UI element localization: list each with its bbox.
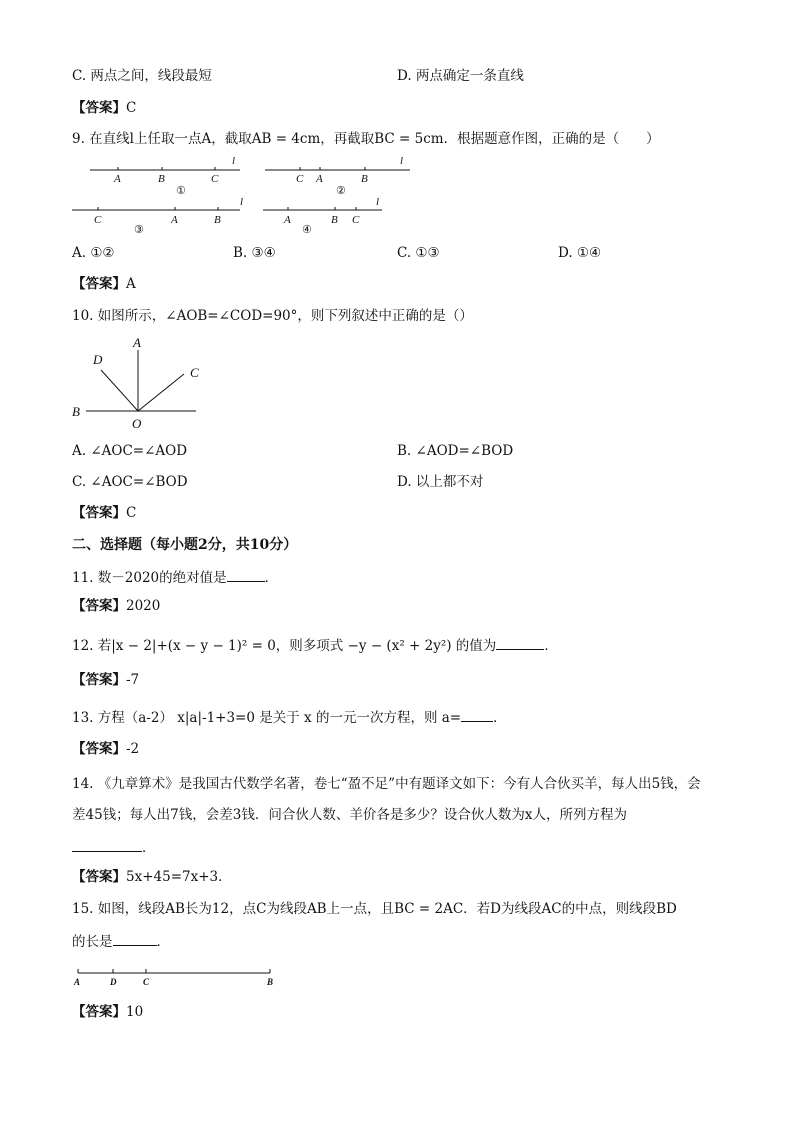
q9-figure xyxy=(60,152,404,236)
q15-stem-text: 的长是 xyxy=(72,934,113,950)
answer-value: -7 xyxy=(126,672,140,688)
fig1-line-label: l xyxy=(232,155,236,167)
fig2-label-c: C xyxy=(296,173,304,185)
q9-stem: 9. 在直线l上任取一点A，截取AB = 4cm，再截取BC = 5cm．根据题意作图，正确的是（ ） xyxy=(72,131,660,147)
answer-label: 【答案】 xyxy=(72,741,126,757)
fig4-number: ④ xyxy=(302,224,312,236)
q10-label-o: O xyxy=(132,416,142,431)
q11-stem-end: ． xyxy=(264,570,279,586)
answer-value: C xyxy=(126,505,137,521)
section-heading: 二、选择题（每小题2分，共10分） xyxy=(72,537,298,553)
q13-stem-end: ． xyxy=(493,710,507,726)
q14-stem-line1: 14. 《九章算术》是我国古代数学名著，卷七“盈不足”中有题译文如下：今有人合伙买羊，每人出5钱，会 xyxy=(72,776,701,792)
fig1-label-a: A xyxy=(114,173,121,185)
fig3-label-b: B xyxy=(214,214,221,226)
q8-answer xyxy=(72,99,136,117)
q10-label-b: B xyxy=(72,404,80,419)
q10-label-c: C xyxy=(190,365,199,380)
fig2-label-a: A xyxy=(316,173,323,185)
q10-figure xyxy=(66,332,206,432)
q10-label-d: D xyxy=(93,352,103,367)
q11-stem-text: 11. 数－2020的绝对值是 xyxy=(72,570,227,586)
q12-stem xyxy=(72,635,558,655)
q10-stem: 10. 如图所示，∠AOB=∠COD=90°，则下列叙述中正确的是（） xyxy=(72,308,473,324)
q8-option-d: D. 两点确定一条直线 xyxy=(397,68,524,84)
q9-option-a: A. ①② xyxy=(72,245,115,261)
answer-label: 【答案】 xyxy=(72,100,126,116)
answer-label: 【答案】 xyxy=(72,276,126,292)
q10-option-a: A. ∠AOC=∠AOD xyxy=(72,443,188,459)
q15-stem-end: ． xyxy=(156,934,170,950)
fig1-label-c: C xyxy=(211,173,219,185)
fig3-number: ③ xyxy=(134,224,144,236)
q15-figure xyxy=(72,964,282,992)
q10-option-d: D. 以上都不对 xyxy=(397,474,484,490)
q8-option-c: C. 两点之间，线段最短 xyxy=(72,68,212,84)
answer-blank xyxy=(496,635,544,650)
answer-label: 【答案】 xyxy=(72,598,126,614)
answer-blank xyxy=(113,931,157,946)
fig3-line-label: l xyxy=(240,196,244,208)
q14-stem-end: ． xyxy=(142,840,156,856)
answer-label: 【答案】 xyxy=(72,869,126,885)
q9-option-d: D. ①④ xyxy=(558,245,602,261)
fig4-label-a: A xyxy=(284,214,291,226)
q14-stem-line2: 差45钱；每人出7钱，会差3钱．问合伙人数、羊价各是多少？设合伙人数为x人，所列方程为 xyxy=(72,807,627,823)
q9-option-b: B. ③④ xyxy=(233,245,276,261)
fig2-line-label: l xyxy=(400,155,404,167)
q15-label-d: D xyxy=(110,977,117,987)
answer-value: 5x+45=7x+3． xyxy=(126,869,232,885)
answer-blank xyxy=(227,567,265,582)
q13-stem xyxy=(72,707,507,727)
fig2-label-b: B xyxy=(361,173,368,185)
answer-label: 【答案】 xyxy=(72,1004,126,1020)
answer-value: 2020 xyxy=(126,598,161,614)
answer-value: C xyxy=(126,100,137,116)
q15-answer xyxy=(72,1003,143,1021)
q10-answer xyxy=(72,504,136,522)
q11-stem xyxy=(72,567,278,587)
q14-stem-line3 xyxy=(72,837,156,857)
fig3-label-a: A xyxy=(171,214,178,226)
q15-label-c: C xyxy=(143,977,150,987)
answer-blank xyxy=(461,707,493,722)
answer-label: 【答案】 xyxy=(72,672,126,688)
fig4-label-c: C xyxy=(352,214,360,226)
q12-answer xyxy=(72,671,139,689)
q10-option-c: C. ∠AOC=∠BOD xyxy=(72,474,188,490)
answer-blank xyxy=(72,837,142,852)
q11-answer xyxy=(72,597,160,615)
q14-answer xyxy=(72,868,232,886)
q10-label-a: A xyxy=(133,335,141,350)
q12-stem-text: 12. 若|x − 2|+(x − y − 1)² = 0，则多项式 −y − (x² + 2y²) 的值为 xyxy=(72,638,497,654)
fig4-label-b: B xyxy=(331,214,338,226)
fig3-label-c: C xyxy=(94,214,102,226)
answer-label: 【答案】 xyxy=(72,505,126,521)
fig2-number: ② xyxy=(336,185,346,197)
q15-label-a: A xyxy=(74,977,81,987)
q15-stem-line2 xyxy=(72,931,170,951)
fig4-line-label: l xyxy=(376,196,380,208)
q15-label-b: B xyxy=(267,977,274,987)
q13-answer xyxy=(72,740,139,758)
answer-value: -2 xyxy=(126,741,140,757)
q15-stem-line1: 15. 如图，线段AB长为12，点C为线段AB上一点，且BC = 2AC．若D为线段AC的中点，则线段BD xyxy=(72,901,677,917)
answer-value: A xyxy=(126,276,136,292)
fig1-label-b: B xyxy=(158,173,165,185)
fig1-number: ① xyxy=(176,185,186,197)
q12-stem-end: ． xyxy=(544,638,558,654)
q13-stem-text: 13. 方程（a-2） x|a|-1+3=0 是关于 x 的一元一次方程，则 a= xyxy=(72,710,462,726)
answer-value: 10 xyxy=(126,1004,144,1020)
q9-option-c: C. ①③ xyxy=(397,245,440,261)
q9-answer xyxy=(72,275,136,293)
q10-option-b: B. ∠AOD=∠BOD xyxy=(397,443,514,459)
